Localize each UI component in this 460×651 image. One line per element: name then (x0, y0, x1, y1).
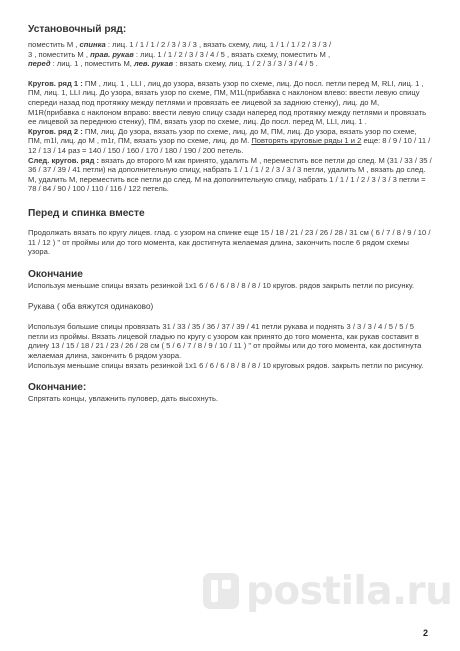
page-number: 2 (423, 628, 429, 638)
watermark-text: postila.ru (246, 569, 453, 614)
round-2-paragraph: Кругов. ряд 2 : ПМ, лиц. До узора, вязать узор по схеме, лиц. до М, ПМ, лиц. До узора, вязать узор по схеме, ПМ, m1l, лиц. до М , m1r, ПМ, вязать узор по схеме, лиц. до М. Повторять круговые ряды 1 и 2 еще: 8 / 9 / 10 / 11 / 12 / 13 / 14 раз = 140 / 150 / 160 / 170 / 180 / 190 / 200 петель. (28, 126, 431, 155)
sleeves-text-1: Используя большие спицы провязать 31 / 33 / 35 / 36 / 37 / 39 / 41 петли рукава и поднять 3 / 3 / 3 / 4 / 5 / 5 / 5 петли из проймы. Вязать лицевой гладью по кругу с узором как принято до того момента, как рукав составит в длину 13 / 15 / 18 / 21 / 23 / 26 / 28 см ( 5 / 6 / 7 / 8 / 9 / 10 / 11 ) " от проймы или до того момента, как достигнута желаемая длина, закончить 6 рядом узора. (28, 322, 422, 361)
round-1-paragraph: Кругов. ряд 1 : ПМ , лиц. 1 , LLI , лиц до узора, вязать узор по схеме, лиц. До посл. петли перед М, RLI, лиц. 1 , ПМ, лиц. 1, LLI лиц. До узора, вязать узор по схеме, ПМ, M1L(прибавка с наклоном влево: ввести левую спицу спереди назад под протяжку между петлями и провязать ее лицевой за заднюю стенку), лиц. до М, M1R(прибавка с наклоном вправо: ввести левую спицу сзади наперед под протяжку между петлями и провязать ее лицевой за переднюю стенку), ПМ, вязать узор по схеме, лиц. До посл. перед М, LLI, лиц. 1 . (28, 78, 427, 127)
front-back-text: Продолжать вязать по кругу лицев. глад. с узором на спинке еще 15 / 18 / 21 / 23 / 26 / 28 / 31 см ( 6 / 7 / 8 / 9 / 10 / 11 / 12 ) " от проймы или до того момента, как достигнута желаемая длина, закончить после 6 рядом схемы узора. (28, 227, 431, 257)
heading-finish-2: Окончание: (28, 382, 87, 394)
setup-row-text: поместить М , спинка : лиц. 1 / 1 / 1 / 2 / 3 / 3 / 3 , вязать схему, лиц. 1 / 1 / 1 / 2 / 3 / 3 / 3 , поместить М , прав. рукав : лиц. 1 / 1 / 2 / 3 / 3 / 4 / 5 , вязать схему, поместить М , перед : лиц. 1 , поместить М, лев. рукав : вязать схему, лиц. 1 / 2 / 3 / 3 / 3 / 4 / 5 . (28, 40, 332, 69)
sleeves-heading: Рукава ( оба вяжутся одинаково) (28, 302, 154, 312)
heading-finish-1: Окончание (28, 268, 83, 280)
heading-setup-row: Установочный ряд: (28, 24, 127, 35)
front-label: перед (28, 59, 51, 69)
next-round-paragraph: След. кругов. ряд : вязать до второго М как принято, удалить М , переместить все петли до след. М (31 / 33 / 35 / 36 / 37 / 39 / 41 петли) на дополнительную спицу, набрать 1 / 1 / 1 / 2 / 3 / 3 / 3 петли, удалить М , вязать до след. М, удалить М, переместить все петли до след. М на дополнительную спицу, набрать 1 / 1 / 1 / 2 / 3 / 3 / 3 петли = 78 / 84 / 90 / 100 / 110 / 116 / 122 петель. (28, 155, 432, 194)
left-sleeve-label: лев. рукав (134, 59, 174, 69)
round-1-label: Кругов. ряд 1 : (28, 78, 83, 88)
back-label: спинка (79, 40, 106, 49)
round-2-label: Кругов. ряд 2 : (28, 126, 83, 136)
postila-logo-icon (202, 572, 240, 610)
postila-watermark (202, 568, 460, 628)
heading-front-back: Перед и спинка вместе (28, 207, 145, 219)
repeat-rounds-label: Повторять круговые ряды 1 и 2 (251, 136, 362, 146)
sleeves-text-2: Используя меньшие спицы вязать резинкой 1х1 6 / 6 / 6 / 8 / 8 / 8 / 10 круговых рядов. закрыть петли по рисунку. (28, 360, 424, 370)
next-round-label: След. кругов. ряд : (28, 155, 100, 165)
finish-1-text: Используя меньшие спицы вязать резинкой 1х1 6 / 6 / 6 / 8 / 8 / 8 / 10 кругов. рядов закрыть петли по рисунку. (28, 280, 415, 290)
finish-2-text: Спрятать концы, увлажнить пуловер, дать высохнуть. (28, 394, 219, 404)
right-sleeve-label: прав. рукав (90, 49, 134, 59)
document-body (28, 24, 432, 404)
